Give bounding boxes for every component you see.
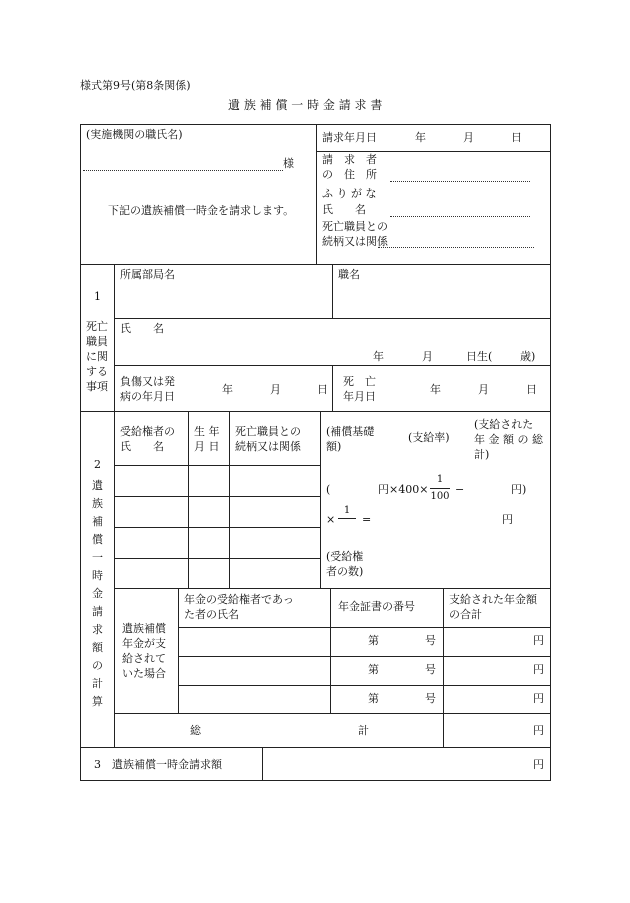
- birth-month-label: 月: [422, 350, 433, 363]
- pension-recipient-header-2: た者の氏名: [184, 608, 239, 621]
- relation-header-1: 死亡職員との: [235, 425, 301, 438]
- pension-total-header-2: の合計: [449, 608, 482, 621]
- birth-day-label: 日生(: [466, 350, 493, 363]
- relation-label-2: 続柄又は関係: [322, 235, 388, 248]
- day-label: 日: [511, 131, 522, 144]
- paid-total-label-1: (支給された: [474, 418, 534, 431]
- sec3-yen: 円: [533, 758, 544, 771]
- recipient-header-2: 氏 名: [120, 440, 164, 453]
- cert-number-header: 年金証書の番号: [338, 600, 415, 613]
- sec2-number: 2: [94, 458, 101, 471]
- form-number: 様式第9号(第8条関係): [80, 79, 191, 92]
- relation-field[interactable]: [378, 247, 534, 248]
- claimant-name-label: 氏 名: [322, 203, 366, 216]
- pension-recipient-header-1: 年金の受給権者であっ: [184, 593, 294, 606]
- recipient-header-1: 受給権者の: [120, 425, 175, 438]
- death-month-label: 月: [478, 383, 489, 396]
- paid-total-label-2: 年 金 額 の 総: [474, 433, 543, 446]
- claimant-address-field[interactable]: [390, 181, 530, 182]
- furigana-label: ふ り が な: [322, 187, 377, 200]
- year-label: 年: [415, 131, 426, 144]
- death-date-label-2: 年月日: [343, 390, 376, 403]
- pension-case-label-2: 年金が支: [122, 637, 166, 650]
- claimant-label-2: の 住 所: [322, 168, 377, 181]
- post-label: 職名: [338, 268, 360, 281]
- pension-case-label-1: 遺族補償: [122, 622, 166, 635]
- sama-label: 様: [283, 157, 294, 170]
- rate-label: (支給率): [408, 431, 450, 444]
- age-label: 歳): [520, 350, 536, 363]
- claimant-label-1: 請 求 者: [322, 153, 377, 166]
- paid-total-label-3: 計): [474, 448, 490, 461]
- request-text: 下記の遺族補償一時金を請求します。: [108, 204, 295, 217]
- sec3-label: 3 遺族補償一時金請求額: [94, 758, 222, 771]
- recipient-count-label-1: (受給権: [326, 550, 364, 563]
- birth-year-label: 年: [373, 350, 384, 363]
- agency-label: (実施機関の職氏名): [86, 128, 183, 141]
- relation-label-1: 死亡職員との: [322, 220, 388, 233]
- injury-year-label: 年: [222, 383, 233, 396]
- injury-day-label: 日: [317, 383, 328, 396]
- injury-date-label-2: 病の年月日: [120, 390, 175, 403]
- death-day-label: 日: [526, 383, 537, 396]
- pension-total-header-1: 支給された年金額: [449, 593, 537, 606]
- injury-date-label-1: 負傷又は発: [120, 375, 175, 388]
- month-label: 月: [463, 131, 474, 144]
- birth-header-2: 月 日: [194, 440, 220, 453]
- death-year-label: 年: [430, 383, 441, 396]
- base-amount-label-1: (補償基礎: [326, 425, 375, 438]
- dept-label: 所属部局名: [120, 268, 175, 281]
- relation-header-2: 続柄又は関係: [235, 440, 301, 453]
- injury-month-label: 月: [270, 383, 281, 396]
- agency-field[interactable]: [83, 170, 283, 171]
- deceased-name-label: 氏 名: [120, 322, 164, 335]
- claimant-name-field[interactable]: [390, 216, 530, 217]
- birth-header-1: 生 年: [194, 425, 220, 438]
- request-date-label: 請求年月日: [322, 131, 377, 144]
- base-amount-label-2: 額): [326, 440, 342, 453]
- pension-case-label-3: 給されて: [122, 652, 166, 665]
- page-title: 遺 族 補 償 一 時 金 請 求 書: [228, 98, 383, 112]
- pension-case-label-4: いた場合: [122, 667, 166, 680]
- death-date-label-1: 死 亡: [343, 375, 376, 388]
- recipient-count-label-2: 者の数): [326, 565, 364, 578]
- sec1-number: 1: [94, 290, 101, 303]
